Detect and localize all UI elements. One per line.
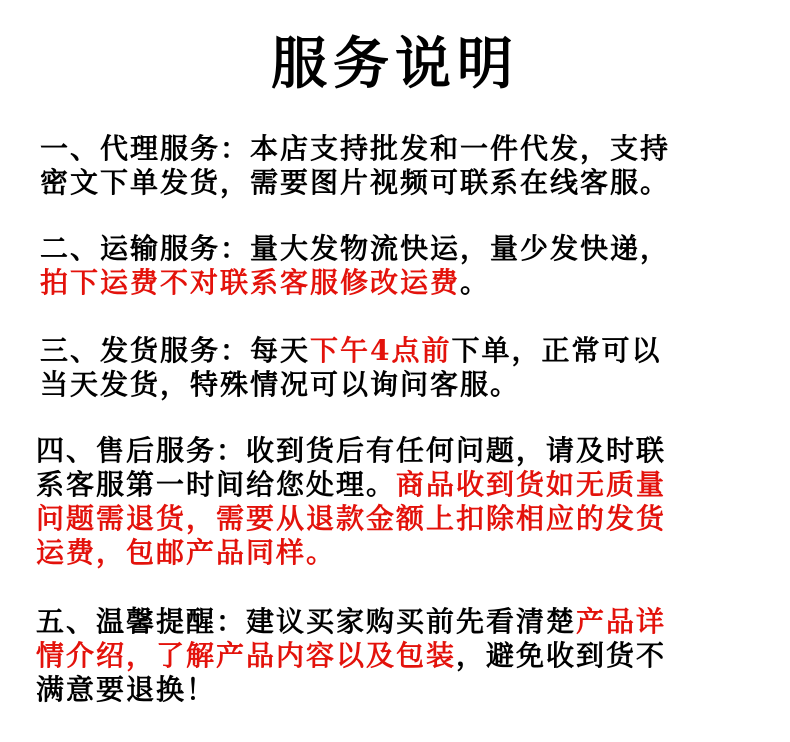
section-line: [40, 368, 662, 402]
text-segment: 当天发货，特殊情况可以询问客服。: [40, 368, 521, 401]
text-segment: 四、售后服务：收到货后有任何问题，请及时联: [36, 434, 667, 467]
section-line: [36, 673, 666, 707]
section-line: [40, 334, 662, 368]
text-segment: 下单，正常可以: [451, 334, 662, 367]
section-line: [40, 232, 670, 266]
section-line: [36, 468, 666, 502]
highlight-text: 情介绍，了解产品内容以及包装: [36, 639, 457, 672]
section-line: [36, 605, 666, 639]
section-line: [40, 166, 670, 200]
text-segment: 。: [460, 266, 491, 299]
section-line: [40, 266, 670, 300]
section-line: [36, 434, 666, 468]
text-segment: 一、代理服务：本店支持批发和一件代发，支持: [40, 132, 671, 165]
text-segment: 五、温馨提醒：建议买家购买前先看清楚: [36, 605, 577, 638]
text-segment: 密文下单发货，需要图片视频可联系在线客服。: [40, 166, 671, 199]
highlight-text: 下午4点前: [310, 334, 452, 367]
section-reminder: [36, 605, 666, 707]
highlight-text: 拍下运费不对联系客服修改运费: [40, 266, 461, 299]
section-line: [36, 536, 666, 570]
page-title: 服务说明: [271, 31, 519, 97]
section-delivery-service: [40, 334, 662, 402]
text-segment: 满意要退换！: [36, 673, 217, 706]
section-shipping-service: [40, 232, 670, 300]
section-line: [36, 502, 666, 536]
section-line: [36, 639, 666, 673]
section-after-sales-service: [36, 434, 666, 570]
section-agency-service: [40, 132, 670, 200]
text-segment: ，避免收到货不: [456, 639, 667, 672]
text-segment: 三、发货服务：每天: [40, 334, 311, 367]
text-segment: 二、运输服务：量大发物流快运，量少发快递，: [40, 232, 671, 265]
highlight-text: 运费，包邮产品同样。: [36, 536, 337, 569]
highlight-text: 商品收到货如无质量: [396, 468, 667, 501]
highlight-text: 问题需退货，需要从退款金额上扣除相应的发货: [36, 502, 667, 535]
highlight-text: 产品详: [576, 605, 667, 638]
section-line: [40, 132, 670, 166]
text-segment: 系客服第一时间给您处理。: [36, 468, 397, 501]
